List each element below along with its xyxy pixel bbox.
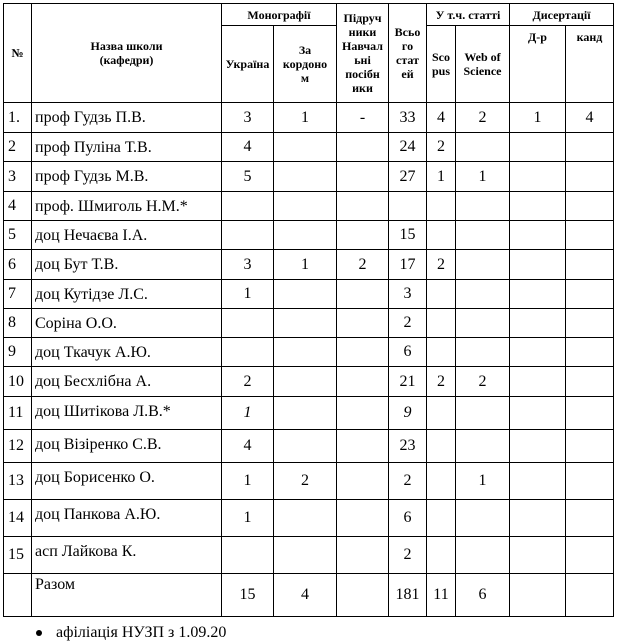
total-articles: 2	[389, 309, 427, 338]
header-textbooks: Підруч ники Навчал ьні посібн ики	[337, 4, 389, 103]
cand-count	[566, 500, 614, 537]
footnote	[36, 624, 226, 642]
table-row	[4, 500, 614, 537]
doctor-count	[510, 338, 566, 367]
totals-abroad: 4	[274, 574, 337, 617]
textbooks-count	[337, 280, 389, 309]
wos-count	[456, 537, 510, 574]
doctor-count	[510, 309, 566, 338]
scopus-count	[427, 192, 456, 221]
totals-ukraine: 15	[222, 574, 274, 617]
totals-row	[4, 574, 614, 617]
row-num: 8	[4, 309, 32, 338]
school-name: доц Бесхлібна А.	[32, 367, 222, 397]
textbooks-count	[337, 430, 389, 463]
table-row	[4, 162, 614, 192]
row-num: 12	[4, 430, 32, 463]
total-articles: 23	[389, 430, 427, 463]
totals-num-cell	[4, 574, 32, 617]
textbooks-count: -	[337, 103, 389, 133]
wos-count	[456, 280, 510, 309]
doctor-count: 1	[510, 103, 566, 133]
wos-count: 1	[456, 162, 510, 192]
abroad-count	[274, 309, 337, 338]
row-num: 2	[4, 133, 32, 162]
wos-count: 2	[456, 367, 510, 397]
textbooks-count	[337, 192, 389, 221]
footnote-text: афіліація НУЗП з 1.09.20	[56, 624, 227, 641]
cand-count	[566, 537, 614, 574]
totals-cand	[566, 574, 614, 617]
total-articles: 3	[389, 280, 427, 309]
school-name: доц Панкова А.Ю.	[32, 500, 222, 537]
school-name: доц Ткачук А.Ю.	[32, 338, 222, 367]
cand-count	[566, 221, 614, 250]
doctor-count	[510, 367, 566, 397]
scopus-count	[427, 463, 456, 500]
abroad-count: 1	[274, 250, 337, 280]
doctor-count	[510, 250, 566, 280]
table-row	[4, 367, 614, 397]
school-name: проф Пуліна Т.В.	[32, 133, 222, 162]
cand-count: 4	[566, 103, 614, 133]
school-name: проф Гудзь П.В.	[32, 103, 222, 133]
cand-count	[566, 133, 614, 162]
wos-count	[456, 133, 510, 162]
row-num: 4	[4, 192, 32, 221]
scopus-count: 2	[427, 250, 456, 280]
wos-count	[456, 338, 510, 367]
table-row	[4, 192, 614, 221]
total-articles: 6	[389, 500, 427, 537]
ukraine-count: 5	[222, 162, 274, 192]
header-cand: канд	[566, 26, 614, 103]
publications-table	[3, 3, 614, 617]
totals-scopus: 11	[427, 574, 456, 617]
header-monographs: Монографії	[222, 4, 337, 26]
doctor-count	[510, 430, 566, 463]
school-name: доц Бут Т.В.	[32, 250, 222, 280]
scopus-count	[427, 500, 456, 537]
cand-count	[566, 338, 614, 367]
school-name: проф Гудзь М.В.	[32, 162, 222, 192]
doctor-count	[510, 133, 566, 162]
header-num: №	[4, 4, 32, 103]
textbooks-count	[337, 309, 389, 338]
doctor-count	[510, 280, 566, 309]
ukraine-count: 1	[222, 397, 274, 430]
abroad-count	[274, 133, 337, 162]
scopus-count	[427, 430, 456, 463]
doctor-count	[510, 537, 566, 574]
total-articles: 6	[389, 338, 427, 367]
textbooks-count	[337, 397, 389, 430]
cand-count	[566, 250, 614, 280]
doctor-count	[510, 162, 566, 192]
total-articles: 33	[389, 103, 427, 133]
ukraine-count: 4	[222, 133, 274, 162]
doctor-count	[510, 397, 566, 430]
row-num: 1.	[4, 103, 32, 133]
cand-count	[566, 430, 614, 463]
table-row	[4, 397, 614, 430]
cand-count	[566, 367, 614, 397]
wos-count	[456, 221, 510, 250]
wos-count	[456, 397, 510, 430]
total-articles: 24	[389, 133, 427, 162]
abroad-count	[274, 397, 337, 430]
ukraine-count	[222, 537, 274, 574]
header-wos: Web of Science	[456, 26, 510, 103]
scopus-count	[427, 309, 456, 338]
ukraine-count: 3	[222, 103, 274, 133]
textbooks-count	[337, 367, 389, 397]
header-dissertations: Дисертації	[510, 4, 614, 26]
ukraine-count	[222, 309, 274, 338]
textbooks-count	[337, 221, 389, 250]
ukraine-count: 1	[222, 463, 274, 500]
school-name: доц Борисенко О.	[32, 463, 222, 500]
abroad-count	[274, 192, 337, 221]
table-row	[4, 537, 614, 574]
wos-count	[456, 309, 510, 338]
doctor-count	[510, 221, 566, 250]
table-row	[4, 103, 614, 133]
row-num: 9	[4, 338, 32, 367]
ukraine-count: 2	[222, 367, 274, 397]
row-num: 11	[4, 397, 32, 430]
ukraine-count: 4	[222, 430, 274, 463]
scopus-count	[427, 280, 456, 309]
table-row	[4, 133, 614, 162]
total-articles: 9	[389, 397, 427, 430]
wos-count: 1	[456, 463, 510, 500]
school-name: доц Нечаєва І.А.	[32, 221, 222, 250]
doctor-count	[510, 192, 566, 221]
table-row	[4, 309, 614, 338]
school-name: доц Кутідзе Л.С.	[32, 280, 222, 309]
row-num: 10	[4, 367, 32, 397]
total-articles: 15	[389, 221, 427, 250]
cand-count	[566, 463, 614, 500]
total-articles: 27	[389, 162, 427, 192]
scopus-count: 4	[427, 103, 456, 133]
scopus-count: 1	[427, 162, 456, 192]
ukraine-count: 3	[222, 250, 274, 280]
totals-doctor	[510, 574, 566, 617]
table-row	[4, 430, 614, 463]
scopus-count	[427, 338, 456, 367]
abroad-count	[274, 367, 337, 397]
scopus-count	[427, 397, 456, 430]
row-num: 14	[4, 500, 32, 537]
row-num: 15	[4, 537, 32, 574]
abroad-count: 2	[274, 463, 337, 500]
totals-label: Разом	[32, 574, 222, 617]
header-incl-articles: У т.ч. статті	[427, 4, 510, 26]
ukraine-count	[222, 221, 274, 250]
scopus-count: 2	[427, 133, 456, 162]
doctor-count	[510, 463, 566, 500]
textbooks-count: 2	[337, 250, 389, 280]
row-num: 3	[4, 162, 32, 192]
header-scopus: Sco pus	[427, 26, 456, 103]
abroad-count	[274, 430, 337, 463]
wos-count: 2	[456, 103, 510, 133]
row-num: 13	[4, 463, 32, 500]
school-name: доц Шитікова Л.В.*	[32, 397, 222, 430]
total-articles: 2	[389, 537, 427, 574]
table-row	[4, 221, 614, 250]
row-num: 6	[4, 250, 32, 280]
school-name: проф. Шмиголь Н.М.*	[32, 192, 222, 221]
header-ukraine: Україна	[222, 26, 274, 103]
header-abroad: За кордоно м	[274, 26, 337, 103]
total-articles: 17	[389, 250, 427, 280]
abroad-count: 1	[274, 103, 337, 133]
total-articles: 21	[389, 367, 427, 397]
row-num: 7	[4, 280, 32, 309]
scopus-count	[427, 221, 456, 250]
abroad-count	[274, 162, 337, 192]
textbooks-count	[337, 463, 389, 500]
header-total-articles: Всьо го стат ей	[389, 4, 427, 103]
totals-total: 181	[389, 574, 427, 617]
ukraine-count	[222, 192, 274, 221]
school-name: доц Візіренко С.В.	[32, 430, 222, 463]
bullet-icon	[36, 630, 42, 636]
textbooks-count	[337, 162, 389, 192]
wos-count	[456, 250, 510, 280]
ukraine-count: 1	[222, 500, 274, 537]
cand-count	[566, 309, 614, 338]
cand-count	[566, 397, 614, 430]
table-row	[4, 463, 614, 500]
abroad-count	[274, 338, 337, 367]
abroad-count	[274, 537, 337, 574]
school-name: Соріна О.О.	[32, 309, 222, 338]
table-row	[4, 250, 614, 280]
scopus-count: 2	[427, 367, 456, 397]
abroad-count	[274, 280, 337, 309]
cand-count	[566, 280, 614, 309]
ukraine-count	[222, 338, 274, 367]
total-articles: 2	[389, 463, 427, 500]
wos-count	[456, 192, 510, 221]
doctor-count	[510, 500, 566, 537]
textbooks-count	[337, 537, 389, 574]
scopus-count	[427, 537, 456, 574]
table-row	[4, 280, 614, 309]
abroad-count	[274, 500, 337, 537]
textbooks-count	[337, 133, 389, 162]
textbooks-count	[337, 338, 389, 367]
school-name: асп Лайкова К.	[32, 537, 222, 574]
cand-count	[566, 192, 614, 221]
totals-wos: 6	[456, 574, 510, 617]
cand-count	[566, 162, 614, 192]
totals-textbooks	[337, 574, 389, 617]
abroad-count	[274, 221, 337, 250]
wos-count	[456, 430, 510, 463]
row-num: 5	[4, 221, 32, 250]
ukraine-count: 1	[222, 280, 274, 309]
wos-count	[456, 500, 510, 537]
header-doctor: Д-р	[510, 26, 566, 103]
textbooks-count	[337, 500, 389, 537]
header-school: Назва школи (кафедри)	[32, 4, 222, 103]
total-articles	[389, 192, 427, 221]
table-row	[4, 338, 614, 367]
